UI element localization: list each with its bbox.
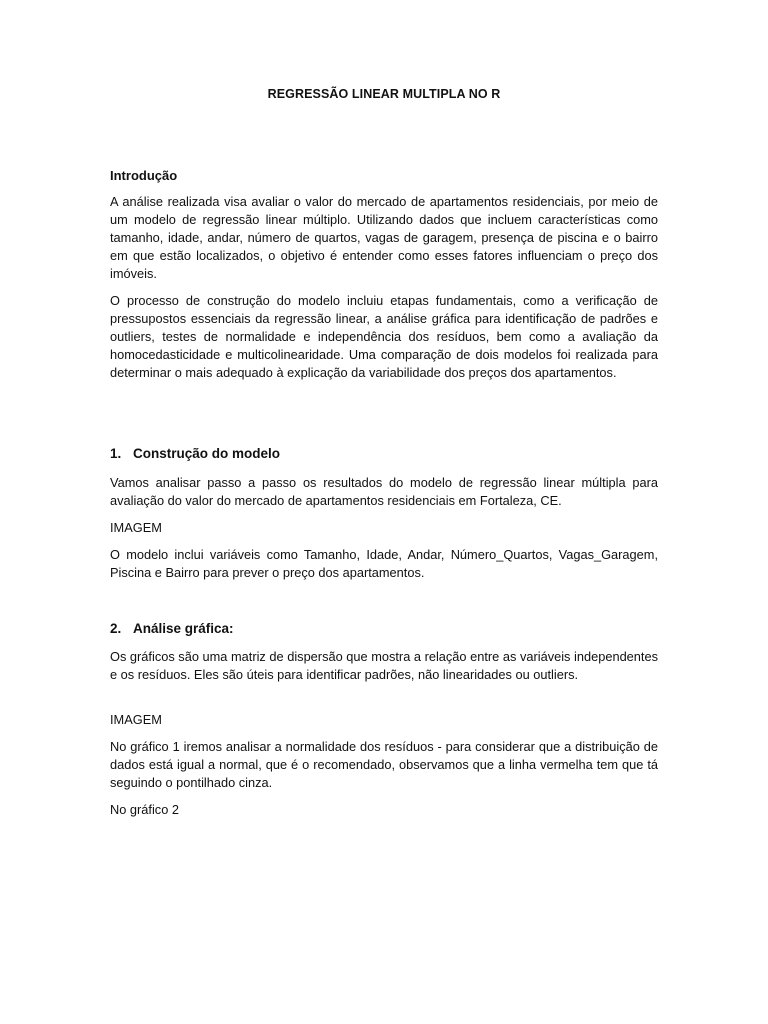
section-1-title: Construção do modelo: [133, 446, 281, 461]
section-2-paragraph-3: No gráfico 2: [110, 802, 179, 817]
section-2-paragraph-2: No gráfico 1 iremos analisar a normalidade dos resíduos - para considerar que a distribuição de dados está igual a normal, que é o recomendado, observamos que a linha vermelha tem que tá seguindo o pontilhado cinza.: [110, 739, 658, 790]
section-2-number: 2.: [110, 621, 122, 636]
section-2-paragraph-1: Os gráficos são uma matriz de dispersão que mostra a relação entre as variáveis independentes e os resíduos. Eles são úteis para identificar padrões, não linearidades ou outliers.: [110, 649, 658, 682]
section-1-image-placeholder: IMAGEM: [110, 520, 162, 535]
section-1-number: 1.: [110, 446, 122, 461]
intro-paragraph-2: O processo de construção do modelo incluiu etapas fundamentais, como a verificação de pressupostos essenciais da regressão linear, a análise gráfica para identificação de padrões e outliers, testes de normalidade e independência dos resíduos, bem como a avaliação da homocedasticidade e multicolinearidade. Uma comparação de dois modelos foi realizada para determinar o mais adequado à explicação da variabilidade dos preços dos apartamentos.: [110, 293, 658, 380]
document-title: REGRESSÃO LINEAR MULTIPLA NO R: [267, 87, 501, 101]
intro-paragraph-1: A análise realizada visa avaliar o valor do mercado de apartamentos residenciais, por meio de um modelo de regressão linear múltiplo. Utilizando dados que incluem características como tamanho, idade, andar, número de quartos, vagas de garagem, presença de piscina e o bairro em que estão localizados, o objetivo é entender como esses fatores influenciam o preço dos imóveis.: [110, 194, 658, 281]
section-2-title: Análise gráfica:: [133, 621, 234, 636]
section-1-paragraph-1: Vamos analisar passo a passo os resultados do modelo de regressão linear múltipla para avaliação do valor do mercado de apartamentos residenciais em Fortaleza, CE.: [110, 475, 658, 508]
section-2-heading: [110, 621, 234, 636]
section-1-paragraph-2: O modelo inclui variáveis como Tamanho, Idade, Andar, Número_Quartos, Vagas_Garagem, Piscina e Bairro para prever o preço dos apartamentos.: [110, 547, 658, 580]
intro-heading: Introdução: [110, 168, 178, 183]
document-page: [110, 0, 658, 1024]
section-2-image-placeholder: IMAGEM: [110, 712, 162, 727]
section-1-heading: [110, 446, 280, 461]
